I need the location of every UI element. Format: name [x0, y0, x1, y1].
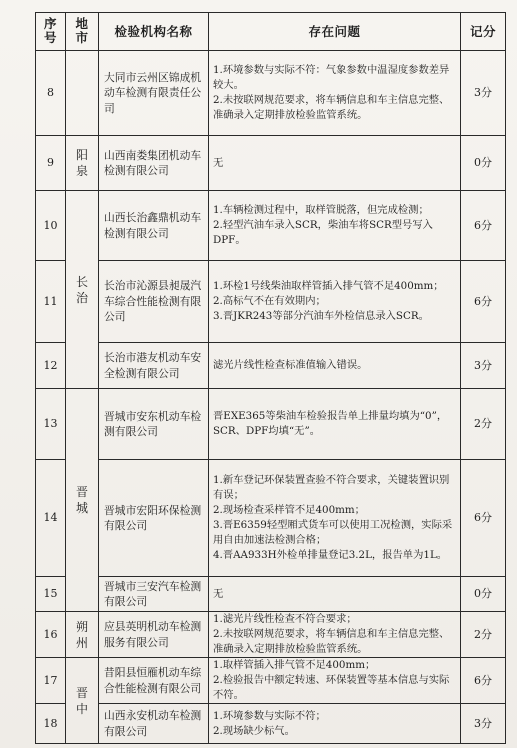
issue-text: 滤光片线性检查标准值输入错误。 — [209, 343, 461, 389]
table-row — [36, 191, 506, 261]
org-name: 昔阳县恒雁机动车综合性能检测有限公司 — [99, 658, 209, 704]
city-cell-blank — [66, 51, 99, 136]
row-no: 15 — [36, 577, 66, 612]
row-no: 9 — [36, 136, 66, 191]
header-score: 记分 — [461, 13, 506, 51]
score: 3分 — [461, 51, 506, 136]
table-row — [36, 612, 506, 658]
org-name: 晋城市三安汽车检测有限公司 — [99, 577, 209, 612]
org-name: 山西长治鑫鼎机动车检测有限公司 — [99, 191, 209, 261]
org-name: 山西永安机动车检测有限公司 — [99, 704, 209, 744]
table-row — [36, 389, 506, 460]
row-no: 14 — [36, 460, 66, 577]
issue-text: 1.环境参数与实际不符：气象参数中温湿度参数差异较大。 2.未按联网规范要求，将车辆信息和车主信息完整、准确录入定期排放检验监管系统。 — [209, 51, 461, 136]
issue-text: 1.车辆检测过程中，取样管脱落，但完成检测； 2.轻型汽油车录入SCR，柴油车将SCR型号写入DPF。 — [209, 191, 461, 261]
header-city: 地市 — [66, 13, 99, 51]
issue-text: 1.取样管插入排气管不足400mm； 2.检验报告中额定转速、环保装置等基本信息与实际不符。 — [209, 658, 461, 704]
table-row — [36, 343, 506, 389]
row-no: 12 — [36, 343, 66, 389]
score: 6分 — [461, 658, 506, 704]
row-no: 17 — [36, 658, 66, 704]
org-name: 晋城市宏阳环保检测有限公司 — [99, 460, 209, 577]
score: 3分 — [461, 343, 506, 389]
score: 0分 — [461, 577, 506, 612]
issue-text: 晋EXE365等柴油车检验报告单上排量均填为“0”，SCR、DPF均填“无”。 — [209, 389, 461, 460]
score: 3分 — [461, 704, 506, 744]
org-name: 长治市沁源县昶晟汽车综合性能检测有限公司 — [99, 261, 209, 343]
table-header-row — [36, 13, 506, 51]
row-no: 11 — [36, 261, 66, 343]
row-no: 8 — [36, 51, 66, 136]
org-name: 晋城市安东机动车检测有限公司 — [99, 389, 209, 460]
table-row — [36, 658, 506, 704]
issue-text: 1.环检1号线柴油取样管插入排气管不足400mm； 2.高标气不在有效期内； 3.晋JKR243等部分汽油车外检信息录入SCR。 — [209, 261, 461, 343]
score: 6分 — [461, 261, 506, 343]
city-yangquan: 阳泉 — [66, 136, 99, 191]
score: 2分 — [461, 612, 506, 658]
table-row — [36, 704, 506, 744]
row-no: 10 — [36, 191, 66, 261]
table-row — [36, 136, 506, 191]
score: 6分 — [461, 460, 506, 577]
city-shuozhou: 朔州 — [66, 612, 99, 658]
table-row — [36, 51, 506, 136]
org-name: 应县英明机动车检测服务有限公司 — [99, 612, 209, 658]
header-org: 检验机构名称 — [99, 13, 209, 51]
row-no: 13 — [36, 389, 66, 460]
table-row — [36, 261, 506, 343]
issue-text: 1.新车登记环保装置查验不符合要求，关键装置识别有误； 2.现场检查采样管不足400mm； 3.晋E6359轻型厢式货车可以使用工况检测，实际采用自由加速法检测合格； 4.晋AA933H外检单排量登记3.2L，报告单为1L。 — [209, 460, 461, 577]
row-no: 16 — [36, 612, 66, 658]
city-jincheng: 晋城 — [66, 389, 99, 612]
issue-text: 无 — [209, 136, 461, 191]
score: 0分 — [461, 136, 506, 191]
city-changzhi: 长治 — [66, 191, 99, 389]
score: 2分 — [461, 389, 506, 460]
org-name: 大同市云州区锦成机动车检测有限责任公司 — [99, 51, 209, 136]
inspection-results-table — [35, 12, 506, 744]
header-issue: 存在问题 — [209, 13, 461, 51]
header-no: 序号 — [36, 13, 66, 51]
org-name: 山西南娄集团机动车检测有限公司 — [99, 136, 209, 191]
table-row — [36, 577, 506, 612]
row-no: 18 — [36, 704, 66, 744]
issue-text: 1.滤光片线性检查不符合要求； 2.未按联网规范要求，将车辆信息和车主信息完整、准确录入定期排放检验监管系统。 — [209, 612, 461, 658]
issue-text: 无 — [209, 577, 461, 612]
score: 6分 — [461, 191, 506, 261]
city-jinzhong: 晋中 — [66, 658, 99, 744]
issue-text: 1.环境参数与实际不符； 2.现场缺少标气。 — [209, 704, 461, 744]
org-name: 长治市港友机动车安全检测有限公司 — [99, 343, 209, 389]
table-row — [36, 460, 506, 577]
